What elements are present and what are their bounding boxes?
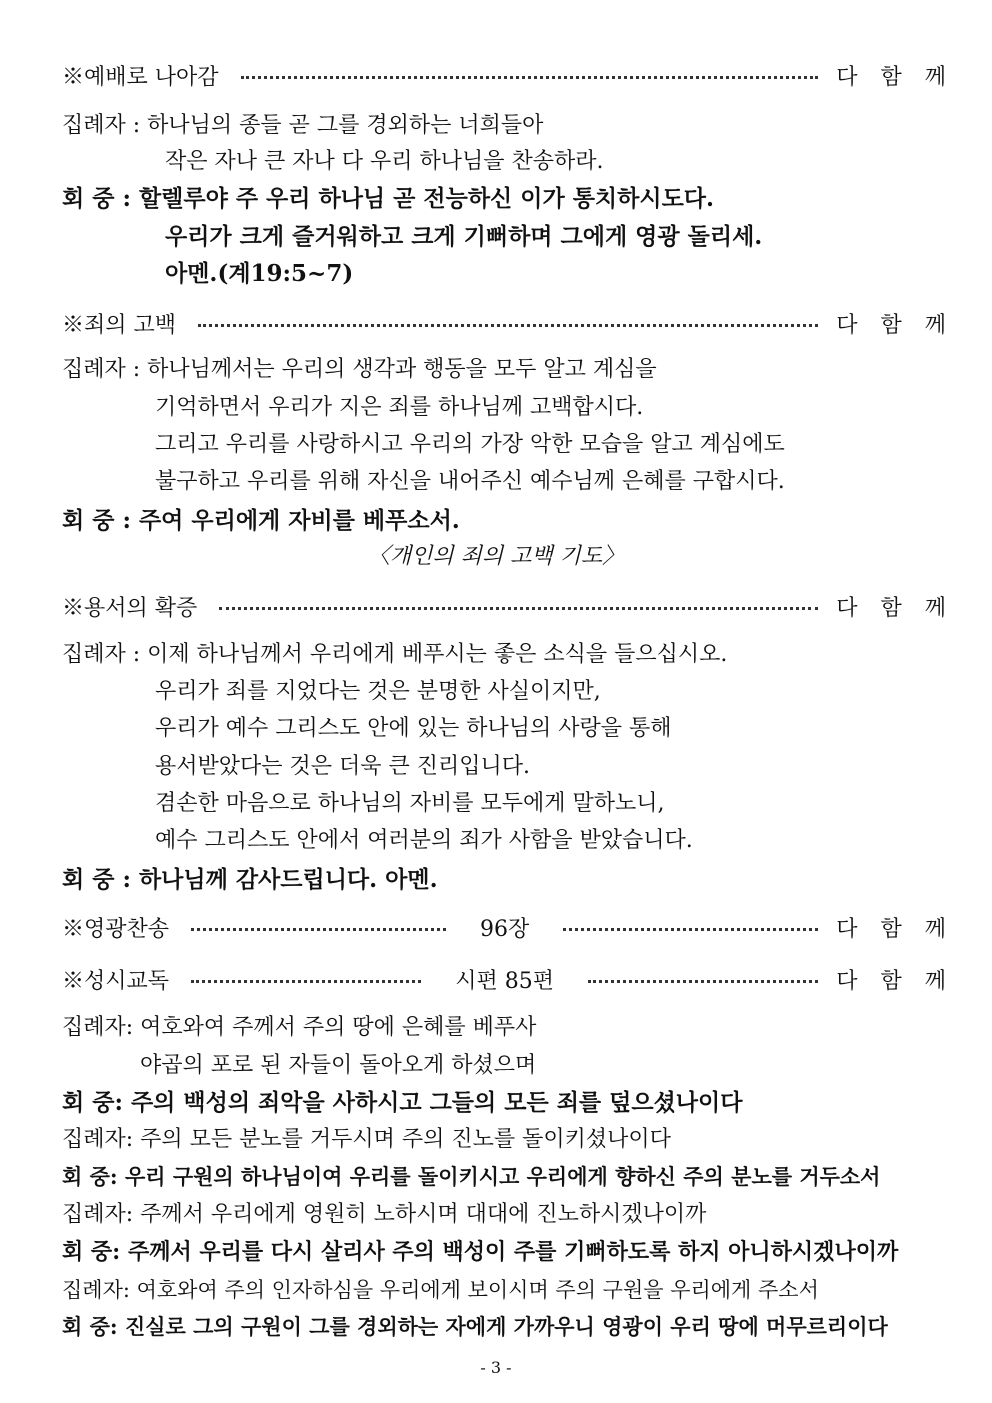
page-number: - 3 - [480,1358,512,1377]
liturgy-line: 그리고 우리를 사랑하시고 우리의 가장 악한 모습을 알고 계심에도 [155,432,785,457]
congregation-line: 회 중: 우리 구원의 하나님이여 우리를 돌이키시고 우리에게 향하신 주의 분노를 거두소서 [62,1164,881,1189]
congregation-line: 회 중 : 할렐루야 주 우리 하나님 곧 전능하신 이가 통치하시도다. [62,185,715,212]
leader-dots [198,324,818,327]
liturgy-line: 우리가 예수 그리스도 안에 있는 하나님의 사랑을 통해 [155,716,672,741]
participants: 다 함 께 [836,595,954,621]
liturgy-line: 집례자: 여호와여 주께서 주의 땅에 은혜를 베푸사 [62,1015,537,1040]
congregation-line: 회 중: 주의 백성의 죄악을 사하시고 그들의 모든 죄를 덮으셨나이다 [62,1089,743,1116]
liturgy-line: 기억하면서 우리가 지은 죄를 하나님께 고백합시다. [155,395,644,420]
congregation-line: 회 중: 주께서 우리를 다시 살리사 주의 백성이 주를 기뻐하도록 하지 아니하시겠나이까 [62,1239,899,1265]
leader-dots [191,980,421,983]
liturgy-line: 집례자: 여호와여 주의 인자하심을 우리에게 보이시며 주의 구원을 우리에게 주소서 [62,1278,819,1302]
participants: 다 함 께 [836,312,954,338]
liturgy-line: 집례자 : 하나님의 종들 곧 그를 경외하는 너희들아 [62,113,544,138]
prayer-note: 〈개인의 죄의 고백 기도〉 [367,544,625,569]
congregation-line: 회 중 : 주여 우리에게 자비를 베푸소서. [62,507,460,534]
leader-dots [563,928,818,931]
leader-dots [191,928,446,931]
congregation-line: 아멘.(계19:5~7) [165,260,354,287]
psalm-reference: 시편 85편 [455,968,555,994]
section-header-confession [62,308,954,338]
section-title: ※성시교독 [62,968,170,994]
liturgy-line: 작은 자나 큰 자나 다 우리 하나님을 찬송하라. [165,149,604,174]
section-header-assurance [62,591,954,621]
liturgy-line: 불구하고 우리를 위해 자신을 내어주신 예수님께 은혜를 구합시다. [155,469,785,494]
liturgy-line: 우리가 죄를 지었다는 것은 분명한 사실이지만, [155,679,601,704]
liturgy-line: 겸손한 마음으로 하나님의 자비를 모두에게 말하노니, [155,791,665,816]
liturgy-line: 집례자: 주께서 우리에게 영원히 노하시며 대대에 진노하시겠나이까 [62,1202,707,1227]
section-title: ※영광찬송 [62,916,170,942]
liturgy-line: 예수 그리스도 안에서 여러분의 죄가 사함을 받았습니다. [155,828,693,853]
section-title: ※용서의 확증 [62,595,198,621]
participants: 다 함 께 [836,968,955,994]
section-header-approach [62,60,954,90]
leader-dots [241,76,819,79]
leader-dots [588,980,818,983]
section-title: ※예배로 나아감 [62,64,219,90]
section-header-gloria [62,912,955,942]
liturgy-line: 야곱의 포로 된 자들이 돌아오게 하셨으며 [140,1053,537,1078]
liturgy-line: 집례자: 주의 모든 분노를 거두시며 주의 진노를 돌이키셨나이다 [62,1127,671,1152]
hymn-number: 96장 [480,916,530,942]
liturgy-line: 집례자 : 하나님께서는 우리의 생각과 행동을 모두 알고 계심을 [62,357,657,382]
participants: 다 함 께 [836,64,954,90]
leader-dots [219,607,818,610]
liturgy-line: 집례자 : 이제 하나님께서 우리에게 베푸시는 좋은 소식을 들으십시오. [62,642,728,667]
congregation-line: 회 중 : 하나님께 감사드립니다. 아멘. [62,866,438,893]
congregation-line: 우리가 크게 즐거워하고 크게 기뻐하며 그에게 영광 돌리세. [165,223,763,250]
participants: 다 함 께 [836,916,955,942]
section-header-responsive-reading [62,964,955,994]
liturgy-line: 용서받았다는 것은 더욱 큰 진리입니다. [155,754,530,779]
section-title: ※죄의 고백 [62,312,177,338]
congregation-line: 회 중: 진실로 그의 구원이 그를 경외하는 자에게 가까우니 영광이 우리 땅에 머무르리이다 [62,1314,888,1339]
